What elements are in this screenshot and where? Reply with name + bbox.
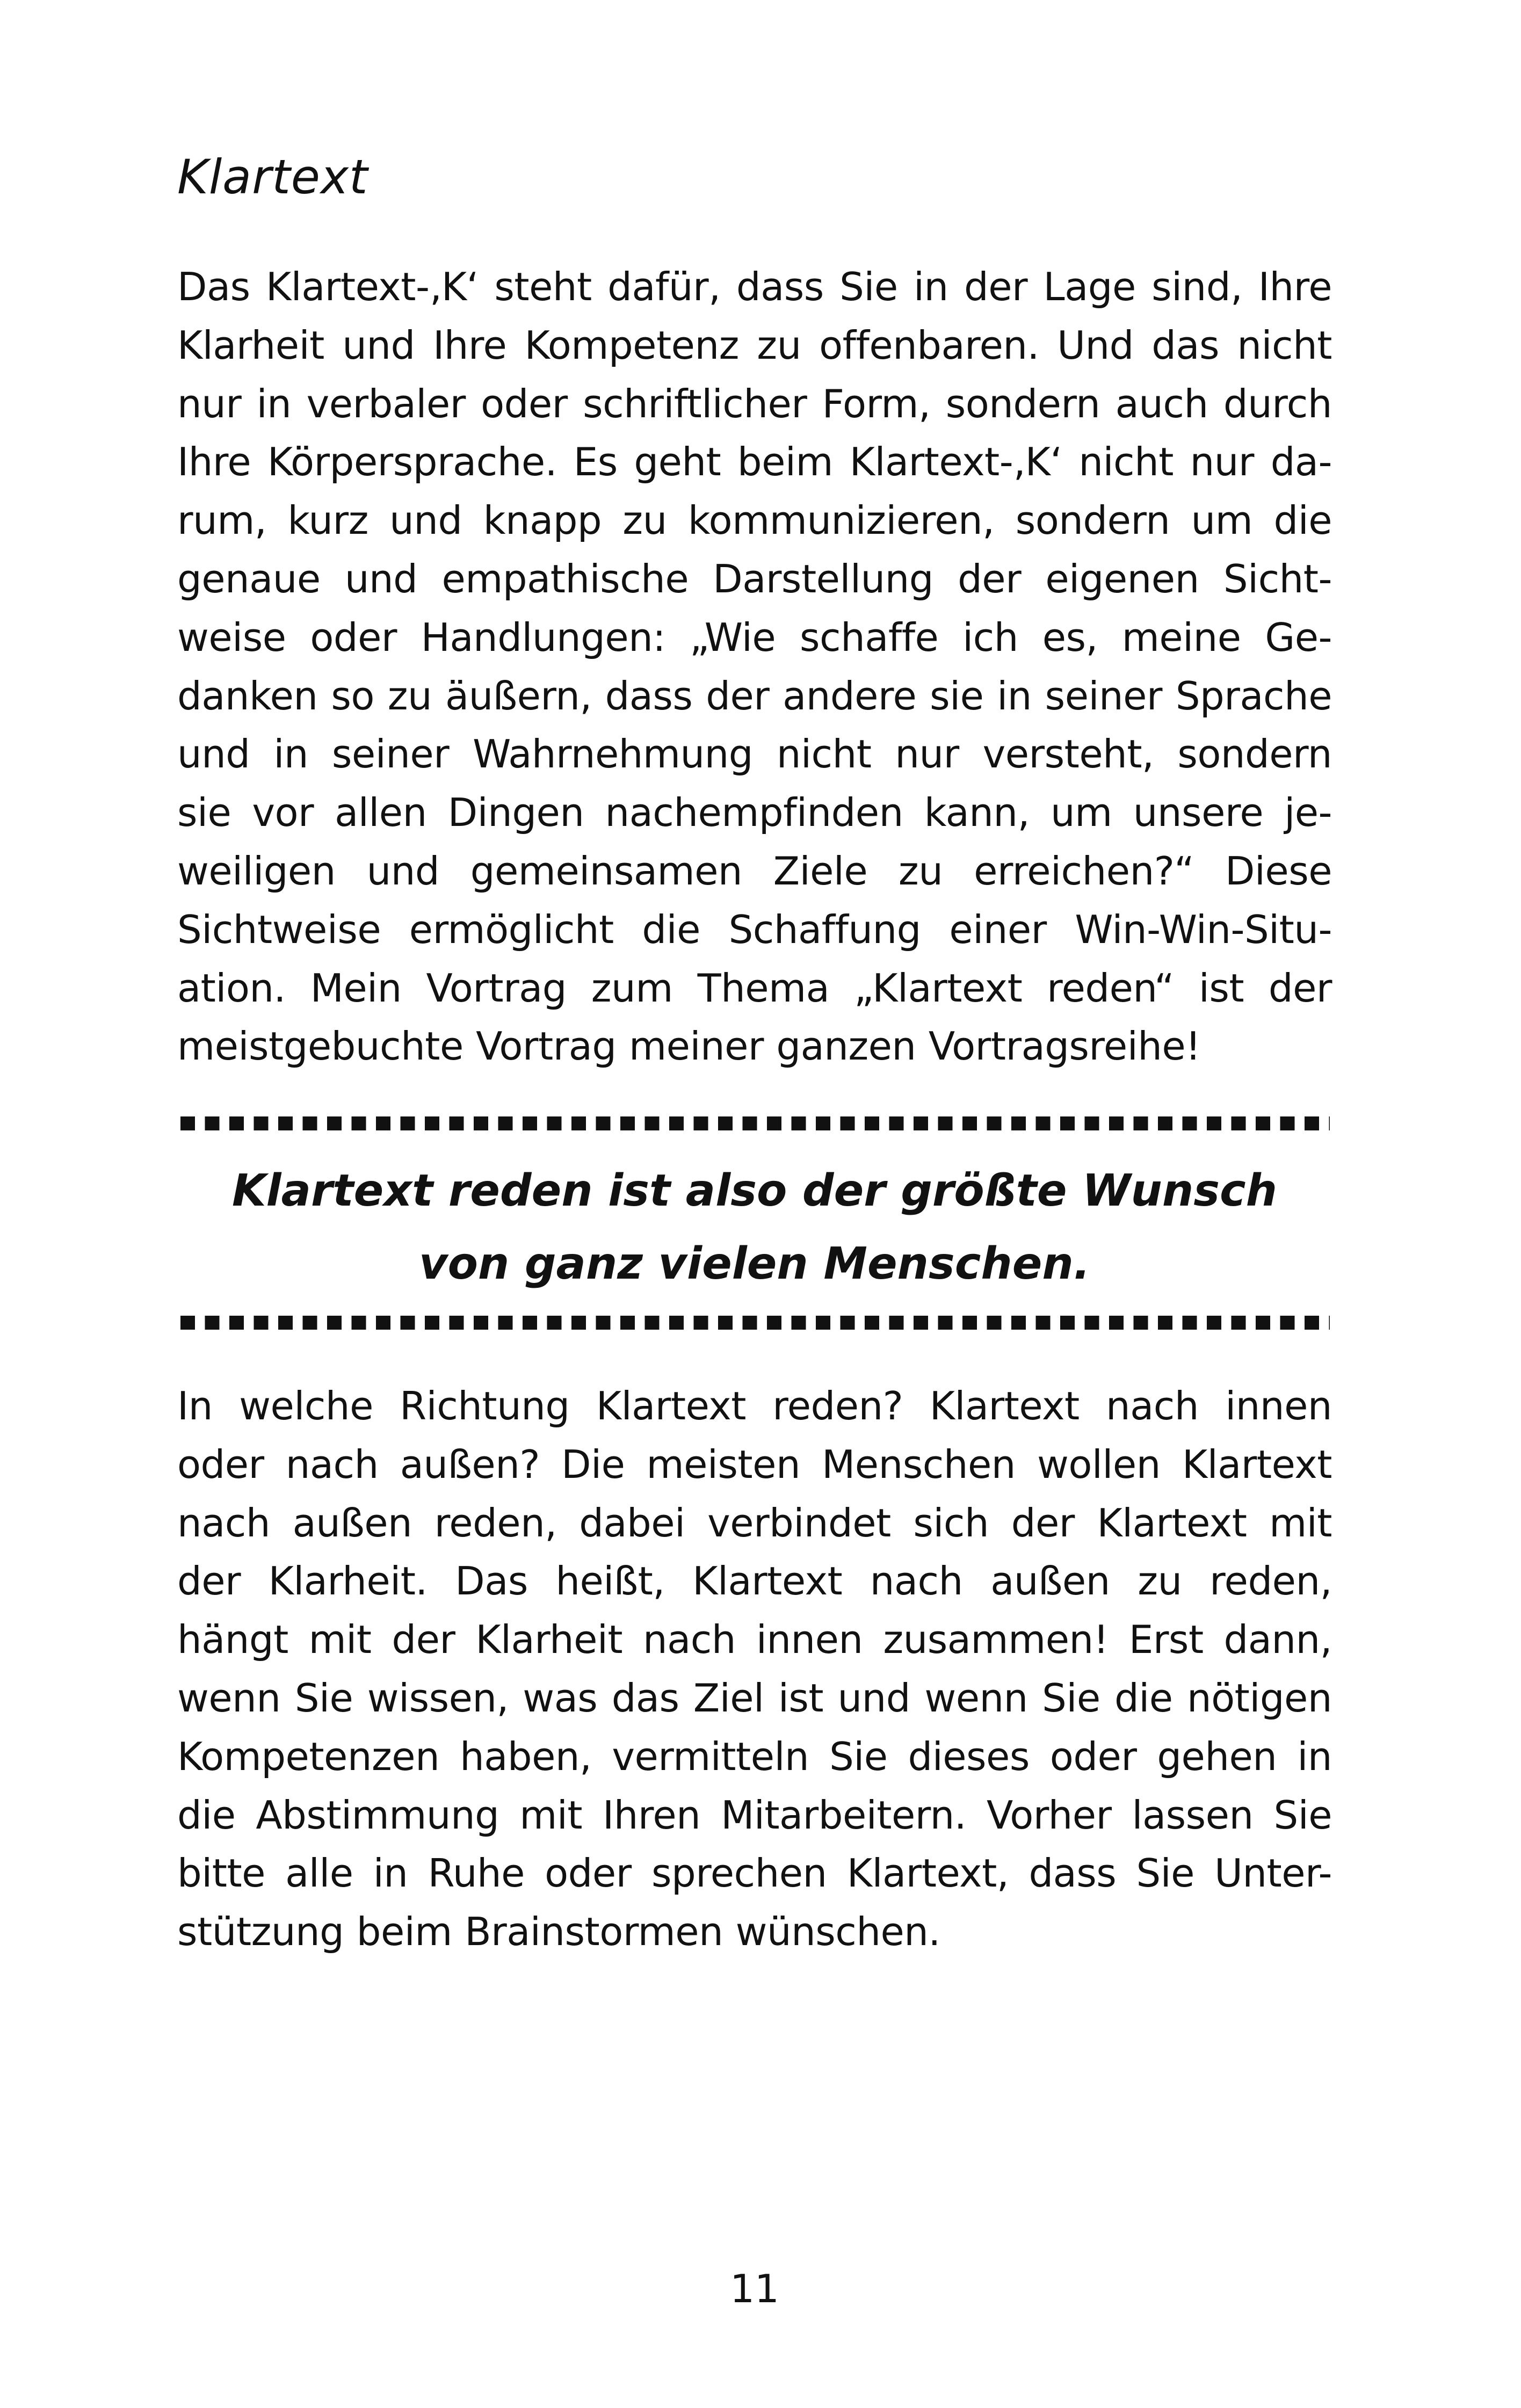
text-line: sie vor allen Dingen nachempfinden kann, um unsere je- <box>177 790 1332 836</box>
page-number: 11 <box>730 2266 779 2311</box>
quote-line: Klartext reden ist also der größte Wunsch <box>231 1165 1278 1216</box>
text-line: bitte alle in Ruhe oder sprechen Klartext, dass Sie Unter- <box>177 1851 1332 1896</box>
text-line: Das Klartext-‚K‘ steht dafür, dass Sie in der Lage sind, Ihre <box>177 264 1332 309</box>
text-line: wenn Sie wissen, was das Ziel ist und wenn Sie die nötigen <box>177 1675 1332 1721</box>
text-line: Sichtweise ermöglicht die Schaffung einer Win-Win-Situ- <box>177 906 1332 952</box>
section-heading: Klartext <box>177 149 368 205</box>
text-line: weise oder Handlungen: „Wie schaffe ich es, meine Ge- <box>177 614 1332 660</box>
text-line: rum, kurz und knapp zu kommunizieren, sondern um die <box>177 498 1332 543</box>
text-line: weiligen und gemeinsamen Ziele zu erreichen?“ Diese <box>177 848 1332 894</box>
text-line: danken so zu äußern, dass der andere sie in seiner Sprache <box>177 673 1332 719</box>
text-line: Kompetenzen haben, vermitteln Sie dieses oder gehen in <box>177 1734 1332 1779</box>
text-line: und in seiner Wahrnehmung nicht nur versteht, sondern <box>177 731 1332 777</box>
text-line: der Klarheit. Das heißt, Klartext nach außen zu reden, <box>177 1558 1332 1604</box>
text-line: stützung beim Brainstormen wünschen. <box>177 1909 940 1955</box>
text-line: meistgebuchte Vortrag meiner ganzen Vortragsreihe! <box>177 1024 1201 1069</box>
dotted-divider-bottom <box>180 1316 1330 1330</box>
text-line: nur in verbaler oder schriftlicher Form, sondern auch durch <box>177 381 1332 426</box>
book-page <box>177 0 1332 2408</box>
dotted-divider-top <box>180 1116 1330 1130</box>
text-line: In welche Richtung Klartext reden? Klartext nach innen <box>177 1383 1332 1428</box>
text-line: nach außen reden, dabei verbindet sich der Klartext mit <box>177 1500 1332 1546</box>
text-line: Ihre Körpersprache. Es geht beim Klartext-‚K‘ nicht nur da- <box>177 439 1332 485</box>
text-line: Klarheit und Ihre Kompetenz zu offenbaren. Und das nicht <box>177 322 1332 368</box>
text-line: ation. Mein Vortrag zum Thema „Klartext reden“ ist der <box>177 965 1332 1011</box>
text-line: oder nach außen? Die meisten Menschen wollen Klartext <box>177 1441 1332 1487</box>
text-line: genaue und empathische Darstellung der eigenen Sicht- <box>177 556 1332 601</box>
text-line: hängt mit der Klarheit nach innen zusammen! Erst dann, <box>177 1617 1332 1663</box>
quote-line: von ganz vielen Menschen. <box>419 1238 1090 1289</box>
body-paragraph-2 <box>177 1377 1332 1961</box>
body-paragraph-1 <box>177 258 1332 1076</box>
text-line: die Abstimmung mit Ihren Mitarbeitern. Vorher lassen Sie <box>177 1792 1332 1838</box>
highlight-quote <box>177 1155 1332 1301</box>
